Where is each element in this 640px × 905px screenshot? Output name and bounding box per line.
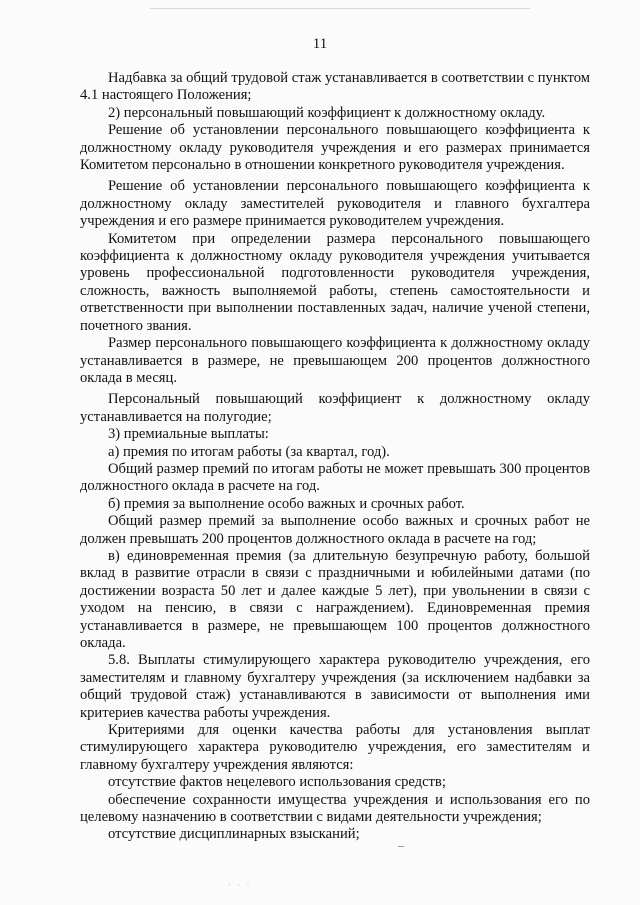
paragraph-coefficient-size: Размер персонального повышающего коэффициента к должностному окладу устанавливается в размере, не превышающем 200 процентов должностного оклада в месяц.: [80, 335, 590, 386]
paragraph-item-3v: в) единовременная премия (за длительную безупречную работу, большой вклад в развитие отрасли в связи с праздничными и юбилейными датами (по достижении возраста 50 лет и далее каждые 5 лет), при увольнении в связи с уходом на пенсию, в связи с награждением). Единовременная премия устанавливается в размере, не превышающем 100 процентов должностного оклада.: [80, 547, 590, 651]
paragraph-criteria-intro: Критериями для оценки качества работы для установления выплат стимулирующего характера руководителю учреждения, его заместителям и главному бухгалтеру учреждения являются:: [80, 722, 590, 773]
paragraph-coefficient-term: Персональный повышающий коэффициент к должностному окладу устанавливается на полугодие;: [80, 391, 590, 425]
paragraph-criterion-1: отсутствие фактов нецелевого использования средств;: [108, 774, 446, 791]
paragraph-item-3b: б) премия за выполнение особо важных и срочных работ.: [108, 495, 465, 512]
document-body: [80, 70, 590, 844]
paragraph-item-3a: а) премия по итогам работы (за квартал, год).: [108, 443, 390, 460]
paragraph-bonus-limit-300: Общий размер премий по итогам работы не может превышать 300 процентов должностного оклада в расчете на год.: [80, 460, 590, 495]
paragraph-stazh-allowance: Надбавка за общий трудовой стаж устанавливается в соответствии с пунктом 4.1 настоящего Положения;: [80, 70, 590, 104]
paragraph-committee-criteria: Комитетом при определении размера персонального повышающего коэффициента к должностному окладу руководителя учреждения учитывается уровень профессиональной подготовленности руководителя учреждения, сложность, важность выполняемой работы, степень самостоятельности и ответственности при выполнении поставленных задач, наличие ученой степени, почетного звания.: [80, 230, 590, 334]
scan-artifact-dash: [398, 846, 404, 847]
paragraph-section-5-8: 5.8. Выплаты стимулирующего характера руководителю учреждения, его заместителям и главному бухгалтеру учреждения (за исключением надбавки за общий трудовой стаж) устанавливаются в зависимости от выполнения ими критериев качества работы учреждения.: [80, 652, 590, 721]
page-number: 11: [312, 36, 328, 52]
paragraph-decision-deputies: Решение об установлении персонального повышающего коэффициента к должностному окладу заместителей руководителя и главного бухгалтера учреждения и его размере принимается руководителем учреждения.: [80, 178, 590, 230]
paragraph-item-3: 3) премиальные выплаты:: [108, 426, 269, 443]
paragraph-bonus-limit-200: Общий размер премий за выполнение особо важных и срочных работ не должен превышать 200 процентов должностного оклада в расчете на год;: [80, 513, 590, 547]
paragraph-criterion-3: отсутствие дисциплинарных взысканий;: [108, 826, 360, 843]
paragraph-item-2: 2) персональный повышающий коэффициент к должностному окладу.: [108, 104, 546, 121]
scan-artifact-specks: · · ·: [228, 880, 252, 890]
paragraph-criterion-2: обеспечение сохранности имущества учреждения и использования его по целевому назначению в соответствии с видами деятельности учреждения;: [80, 791, 590, 826]
paragraph-decision-head: Решение об установлении персонального повышающего коэффициента к должностному окладу руководителя учреждения и его размерах принимается Комитетом персонально в отношении конкретного руководителя учреждения.: [80, 122, 590, 174]
scan-edge-line: [150, 8, 530, 9]
